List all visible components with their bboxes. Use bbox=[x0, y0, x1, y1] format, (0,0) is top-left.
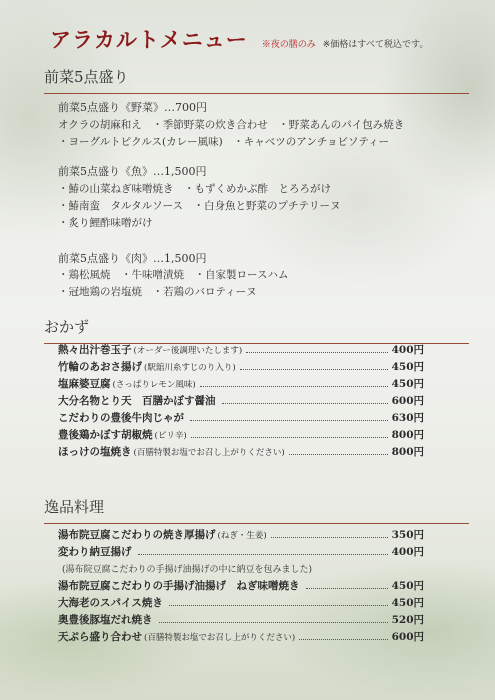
leader-dots bbox=[306, 588, 388, 589]
section-heading-zensai bbox=[44, 66, 469, 94]
zensai-fish-line: ・炙り鯉酢味噌がけ bbox=[58, 217, 153, 229]
menu-item bbox=[58, 612, 424, 629]
menu-item bbox=[58, 410, 424, 427]
menu-item bbox=[58, 578, 424, 595]
zensai-fish-line: ・鰆南蛮 タルタルソース ・白身魚と野菜のプチテリーヌ bbox=[58, 200, 341, 212]
header-notes bbox=[262, 37, 429, 50]
item-price: 350円 bbox=[391, 529, 424, 541]
note-tax-included: ※価格はすべて税込です。 bbox=[322, 40, 429, 50]
section-divider bbox=[44, 93, 469, 94]
zensai-veg-line: ・ヨーグルトピクルス(カレー風味) ・キャベツのアンチョビソティー bbox=[58, 136, 390, 148]
header bbox=[50, 24, 485, 54]
item-note: (ピリ辛) bbox=[154, 431, 187, 441]
item-note: (駅舘川糸すじのり入り) bbox=[144, 363, 236, 373]
leader-dots bbox=[271, 537, 388, 538]
item-name: 大海老のスパイス焼き bbox=[58, 597, 163, 609]
section-heading-ippin bbox=[44, 496, 469, 524]
zensai-meat-line: ・冠地鶏の岩塩焼 ・若鶏のバロティーヌ bbox=[58, 286, 257, 298]
item-name: 熱々出汁巻玉子 bbox=[58, 344, 132, 356]
item-price: 450円 bbox=[391, 378, 424, 390]
leader-dots bbox=[191, 437, 388, 438]
leader-dots bbox=[222, 403, 388, 404]
zensai-veg-title: 前菜5点盛り《野菜》…700円 bbox=[58, 101, 207, 114]
item-price: 450円 bbox=[391, 361, 424, 373]
menu-item bbox=[58, 427, 424, 444]
leader-dots bbox=[289, 454, 388, 455]
menu-item bbox=[58, 595, 424, 612]
item-price: 800円 bbox=[391, 429, 424, 441]
zensai-veg-line: オクラの胡麻和え ・季節野菜の炊き合わせ ・野菜あんのパイ包み焼き bbox=[58, 119, 405, 131]
menu-item bbox=[58, 393, 424, 410]
item-price: 400円 bbox=[391, 344, 424, 356]
item-note: (オーダー後調理いたします) bbox=[133, 346, 243, 356]
menu-item bbox=[58, 629, 424, 646]
item-name: 変わり納豆揚げ bbox=[58, 546, 132, 558]
zensai-fish-line: ・鰆の山菜ねぎ味噌焼き ・もずくめかぶ酢 とろろがけ bbox=[58, 183, 331, 195]
page-title: アラカルトメニュー bbox=[50, 27, 248, 52]
item-price: 600円 bbox=[391, 631, 424, 643]
item-name: 奥豊後豚塩だれ焼き bbox=[58, 614, 153, 626]
section-divider bbox=[44, 523, 469, 524]
leader-dots bbox=[246, 352, 387, 353]
item-name: 塩麻婆豆腐 bbox=[58, 378, 111, 390]
item-description: (湯布院豆腐こだわりの手揚げ油揚げの中に納豆を包みました) bbox=[62, 565, 313, 575]
item-name: 天ぷら盛り合わせ bbox=[58, 631, 142, 643]
leader-dots bbox=[200, 386, 388, 387]
item-name: 竹輪のあおさ揚げ bbox=[58, 361, 142, 373]
item-name: こだわりの豊後牛肉じゃが bbox=[58, 412, 184, 424]
item-name: 大分名物とり天 百膳かぼす醤油 bbox=[58, 395, 216, 407]
menu-item bbox=[58, 444, 424, 461]
leader-dots bbox=[299, 639, 387, 640]
item-note: (百膳特製お塩でお召し上がりください) bbox=[144, 633, 296, 643]
item-price: 450円 bbox=[391, 597, 424, 609]
item-note: (ねぎ・生姜) bbox=[217, 531, 267, 541]
leader-dots bbox=[138, 554, 388, 555]
menu-item bbox=[58, 359, 424, 376]
zensai-meat-title: 前菜5点盛り《肉》…1,500円 bbox=[58, 252, 207, 265]
menu-item bbox=[58, 342, 424, 359]
item-name: 豊後鶏かぼす胡椒焼 bbox=[58, 429, 153, 441]
item-note: (百膳特製お塩でお召し上がりください) bbox=[133, 448, 285, 458]
item-name: 湯布院豆腐こだわりの手揚げ油揚げ ねぎ味噌焼き bbox=[58, 580, 300, 592]
item-price: 800円 bbox=[391, 446, 424, 458]
item-price: 400円 bbox=[391, 546, 424, 558]
section-title: 逸品料理 bbox=[44, 498, 105, 516]
leader-dots bbox=[240, 369, 388, 370]
leader-dots bbox=[190, 420, 388, 421]
item-note: (さっぱりレモン風味) bbox=[112, 380, 196, 390]
item-price: 630円 bbox=[391, 412, 424, 424]
leader-dots bbox=[169, 605, 388, 606]
section-heading-okazu bbox=[44, 316, 469, 344]
section-title: 前菜5点盛り bbox=[44, 68, 129, 86]
note-dinner-only: ※夜の膳のみ bbox=[261, 40, 316, 50]
item-price: 450円 bbox=[391, 580, 424, 592]
zensai-meat-line: ・鶏松風焼 ・牛味噌漬焼 ・自家製ロースハム bbox=[58, 269, 289, 281]
menu-item bbox=[58, 376, 424, 393]
menu-item bbox=[58, 527, 424, 544]
item-price: 600円 bbox=[391, 395, 424, 407]
menu-item bbox=[58, 544, 424, 561]
item-name: ほっけの塩焼き bbox=[58, 446, 132, 458]
item-price: 520円 bbox=[391, 614, 424, 626]
zensai-fish-title: 前菜5点盛り《魚》…1,500円 bbox=[58, 165, 207, 178]
item-name: 湯布院豆腐こだわりの焼き厚揚げ bbox=[58, 529, 216, 541]
section-title: おかず bbox=[44, 318, 90, 336]
leader-dots bbox=[159, 622, 388, 623]
